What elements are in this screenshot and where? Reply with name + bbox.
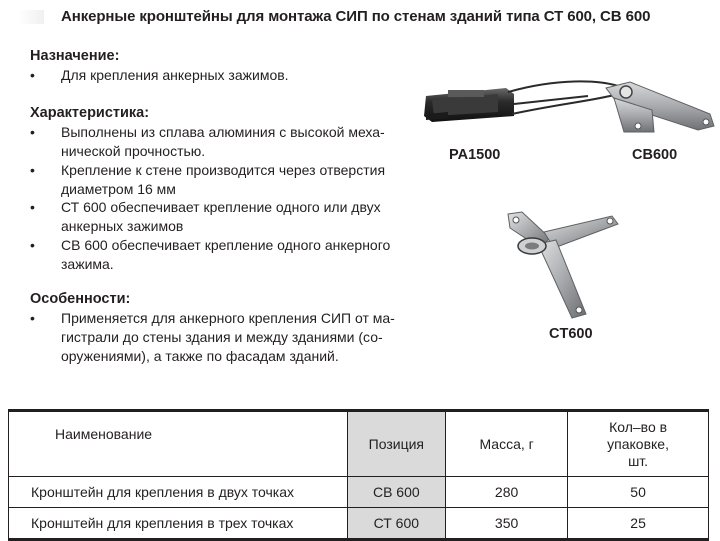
spec-table bbox=[8, 409, 709, 541]
row-position: СВ 600 bbox=[347, 477, 445, 508]
bullet-icon: • bbox=[30, 310, 35, 326]
row-mass: 350 bbox=[446, 508, 568, 540]
page-title: Анкерные кронштейны для монтажа СИП по стенам зданий типа СТ 600, СВ 600 bbox=[61, 8, 651, 25]
pa1500-cb600-photo bbox=[418, 74, 718, 144]
header-name: Наименование bbox=[9, 411, 348, 477]
header-qty-line: Кол–во в bbox=[609, 418, 668, 435]
row-qty: 50 bbox=[568, 477, 709, 508]
bullet-icon: • bbox=[30, 237, 35, 253]
row-mass: 280 bbox=[446, 477, 568, 508]
row-name: Кронштейн для крепления в трех точках bbox=[9, 508, 348, 540]
header-qty bbox=[568, 411, 709, 477]
header-position: Позиция bbox=[347, 411, 445, 477]
table-row bbox=[9, 477, 709, 508]
bullet-icon: • bbox=[30, 67, 35, 83]
row-qty: 25 bbox=[568, 508, 709, 540]
characteristics-heading: Характеристика: bbox=[30, 105, 150, 121]
bullet-icon: • bbox=[30, 124, 35, 140]
purpose-heading: Назначение: bbox=[30, 48, 120, 64]
cb600-caption: CB600 bbox=[632, 147, 678, 163]
wire-loop-image bbox=[508, 81, 618, 114]
header-mass: Масса, г bbox=[446, 411, 568, 477]
ct600-bracket-image bbox=[508, 212, 618, 318]
purpose-item-line: Для крепления анкерных зажимов. bbox=[61, 67, 289, 83]
header-qty-line: упаковке, bbox=[607, 435, 669, 452]
characteristics-item-line: зажима. bbox=[61, 256, 114, 272]
pa1500-caption: PA1500 bbox=[449, 147, 501, 163]
characteristics-item-line: СТ 600 обеспечивает крепление одного или двух bbox=[61, 199, 381, 215]
features-item-line: оружениями), а также по фасадам зданий. bbox=[61, 348, 339, 364]
features-item-line: Применяется для анкерного крепления СИП от ма- bbox=[61, 310, 395, 326]
row-name: Кронштейн для крепления в двух точках bbox=[9, 477, 348, 508]
pa1500-clamp-image bbox=[424, 88, 514, 122]
bullet-icon: • bbox=[30, 199, 35, 215]
characteristics-item-line: Выполнены из сплава алюминия с высокой меха- bbox=[61, 124, 385, 140]
header-qty-line: шт. bbox=[628, 452, 649, 469]
characteristics-item-line: диаметром 16 мм bbox=[61, 181, 176, 197]
features-heading: Особенности: bbox=[30, 291, 131, 307]
characteristics-item-line: Крепление к стене производится через отверстия bbox=[61, 162, 386, 178]
ct600-photo bbox=[494, 210, 624, 322]
title-marker bbox=[18, 10, 44, 24]
characteristics-item-line: СВ 600 обеспечивает крепление одного анкерного bbox=[61, 237, 391, 253]
cb600-bracket-image bbox=[606, 82, 714, 132]
features-item-line: гистрали до стены здания и между зданиями (со- bbox=[61, 329, 383, 345]
table-header-row bbox=[9, 411, 709, 477]
ct600-caption: CT600 bbox=[549, 326, 593, 342]
characteristics-item-line: анкерных зажимов bbox=[61, 218, 184, 234]
row-position: СТ 600 bbox=[347, 508, 445, 540]
table-row bbox=[9, 508, 709, 540]
characteristics-item-line: нической прочностью. bbox=[61, 143, 206, 159]
bullet-icon: • bbox=[30, 162, 35, 178]
